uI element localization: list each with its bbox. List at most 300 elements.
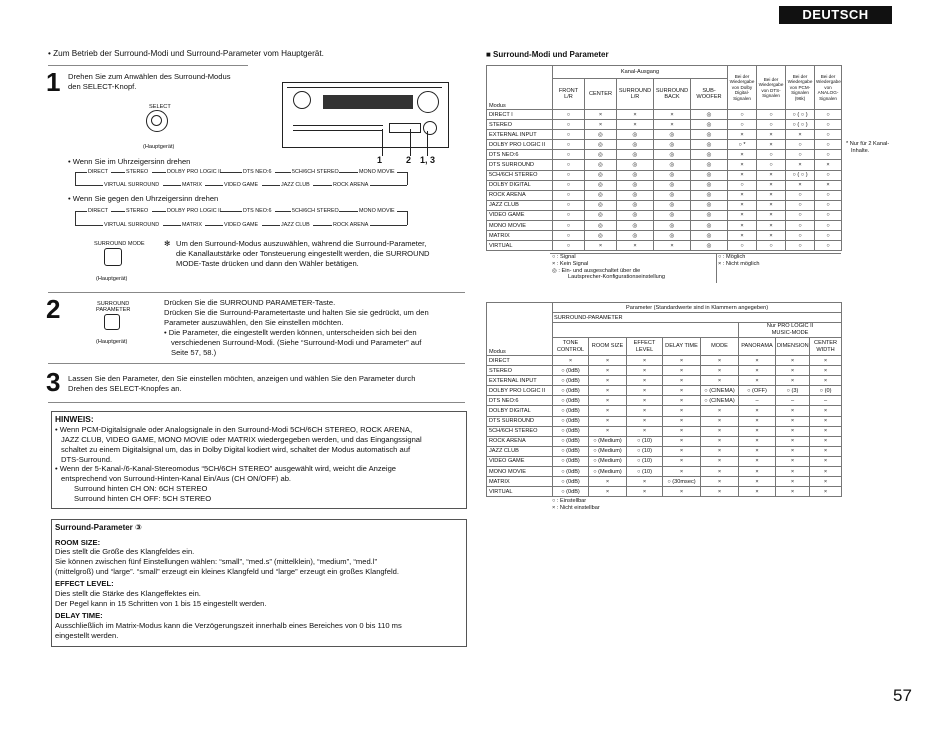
t2-value-cell: ○ (0dB) xyxy=(553,436,589,446)
cw-flow-top-lead xyxy=(75,172,87,173)
t2-value-cell: ○ (10) xyxy=(627,467,663,477)
t1-value-cell: ○ xyxy=(786,190,815,200)
room-size-line3: (mittelgroß) und “large”. “small” erzeugt ein kleines Klangfeld und “large” erzeugt ein großes Klangfeld. xyxy=(55,567,399,576)
t2-value-cell: ○ (0dB) xyxy=(553,416,589,426)
t2-value-cell: × xyxy=(739,426,776,436)
t1-value-cell: ○ xyxy=(815,110,842,120)
t1-value-cell: ◎ xyxy=(654,180,691,190)
t1-value-cell: ◎ xyxy=(691,241,728,251)
t1-value-cell: ○ xyxy=(786,150,815,160)
cw-flow-seg xyxy=(262,185,280,186)
page-number: 57 xyxy=(893,686,912,705)
t1-row xyxy=(487,150,842,160)
t2-value-cell: × xyxy=(810,456,842,466)
t1-value-cell: × xyxy=(815,160,842,170)
t1-value-cell: × xyxy=(786,180,815,190)
t2-legend-not-settable: × : Nicht einstellbar xyxy=(552,504,600,511)
t2-value-cell: × xyxy=(701,467,739,477)
ccw-flow-seg xyxy=(75,211,87,212)
t1-value-cell: ◎ xyxy=(654,150,691,160)
t1-value-cell: ◎ xyxy=(691,231,728,241)
t1-value-cell: ○ xyxy=(815,150,842,160)
t2-mode-cell: DTS NEO:6 xyxy=(487,396,553,406)
cw-flow-seg xyxy=(111,172,125,173)
t1-mode-cell: DTS NEO:6 xyxy=(487,150,553,160)
t2-value-cell: × xyxy=(589,406,627,416)
ccw-title: • Wenn Sie gegen den Uhrzeigersinn drehen xyxy=(68,194,219,203)
t2-value-cell: ○ (0dB) xyxy=(553,396,589,406)
t2-value-cell: × xyxy=(589,477,627,487)
t2-row xyxy=(487,386,842,396)
t2-value-cell: × xyxy=(701,426,739,436)
t2-mode-cell: ROCK ARENA xyxy=(487,436,553,446)
t2-mode-cell: DIRECT xyxy=(487,356,553,366)
t2-mode-cell: MONO MOVIE xyxy=(487,467,553,477)
ccw-flow-seg xyxy=(262,225,280,226)
hinweis-line1: • Wenn PCM-Digitalsignale oder Analogsignale in den Surround-Modi 5CH/6CH STEREO, ROCK ARENA, xyxy=(55,425,413,434)
t2-value-cell: × xyxy=(663,406,701,416)
step2-rule xyxy=(48,292,465,293)
t1-value-cell: ◎ xyxy=(585,160,617,170)
table1-section-title: ■ Surround-Modi und Parameter xyxy=(486,50,609,59)
t2-value-cell: × xyxy=(701,436,739,446)
t2-pl2-header xyxy=(739,323,842,338)
t1-value-cell: × xyxy=(617,241,654,251)
t1-value-cell: ◎ xyxy=(654,130,691,140)
t2-value-cell: × xyxy=(663,426,701,436)
t1-value-cell: ◎ xyxy=(691,140,728,150)
t1-value-cell: × xyxy=(786,130,815,140)
t1-value-cell: ○ xyxy=(553,231,585,241)
t1-value-cell: ○ xyxy=(553,221,585,231)
t1-row xyxy=(487,221,842,231)
t1-mode-cell: STEREO xyxy=(487,120,553,130)
ccw-flow-seg xyxy=(313,225,332,226)
callout-line-3 xyxy=(427,131,428,156)
t1-value-cell: ○ xyxy=(757,160,786,170)
t1-value-cell: × xyxy=(757,221,786,231)
cw-flow-pl2: DOLBY PRO LOGIC II xyxy=(167,169,222,175)
t1-value-cell: × xyxy=(757,140,786,150)
ccw-flow-seg xyxy=(205,225,223,226)
cw-flow-jazz: JAZZ CLUB xyxy=(281,182,310,188)
t1-value-cell: × xyxy=(815,180,842,190)
select-knob-icon[interactable] xyxy=(146,110,168,132)
t1-row xyxy=(487,160,842,170)
t2-value-cell: ○ (Medium) xyxy=(589,436,627,446)
t2-value-cell: ○ (0dB) xyxy=(553,406,589,416)
t2-value-cell: × xyxy=(810,356,842,366)
ccw-flow-seg xyxy=(220,211,242,212)
front-display xyxy=(323,95,413,109)
t1-value-cell: × xyxy=(617,110,654,120)
t2-value-cell: × xyxy=(589,376,627,386)
t2-col-mode: MODE xyxy=(701,338,739,356)
t1-value-cell: ◎ xyxy=(691,190,728,200)
t2-mode-cell: STEREO xyxy=(487,366,553,376)
t1-mode-cell: DIRECT ǀ xyxy=(487,110,553,120)
hinweis-line7: Surround hinten CH ON: 6CH STEREO xyxy=(74,484,208,493)
t2-value-cell: ○ (10) xyxy=(627,446,663,456)
t1-row xyxy=(487,130,842,140)
t2-value-cell: × xyxy=(663,446,701,456)
t1-value-cell: ◎ xyxy=(617,170,654,180)
t2-value-cell: × xyxy=(627,426,663,436)
t1-value-cell: × xyxy=(728,210,757,220)
cw-flow-seg xyxy=(163,185,181,186)
t2-value-cell: × xyxy=(776,426,810,436)
input-knob-icon xyxy=(293,91,311,109)
t1-value-cell: ○ xyxy=(786,221,815,231)
t1-value-cell: × xyxy=(617,120,654,130)
hinweis-line5: • Wenn der 5-Kanal-/6-Kanal-Stereomodus “5CH/6CH STEREO” ausgewählt wird, weicht die Anzeige xyxy=(55,464,397,473)
t1-value-cell: × xyxy=(728,160,757,170)
t2-value-cell: × xyxy=(810,376,842,386)
ccw-flow-rock: ROCK ARENA xyxy=(333,222,369,228)
t2-col-tone: TONE CONTROL xyxy=(553,338,589,356)
t2-value-cell: ○ (0dB) xyxy=(553,446,589,456)
t1-mode-cell: VIRTUAL xyxy=(487,241,553,251)
cw-flow-seg xyxy=(205,185,223,186)
t1-value-cell: ○ xyxy=(786,231,815,241)
select-knob-inner-icon xyxy=(151,115,162,126)
t1-value-cell: ○ xyxy=(786,210,815,220)
room-size-line1: Dies stellt die Größe des Klangfeldes ein. xyxy=(55,547,195,556)
t2-value-cell: × xyxy=(627,416,663,426)
ccw-flow-seg xyxy=(163,225,181,226)
t1-row xyxy=(487,180,842,190)
t1-value-cell: ○ xyxy=(815,210,842,220)
t2-value-cell: × xyxy=(739,366,776,376)
t1-col-center: CENTER xyxy=(585,79,617,110)
t1-mode-cell: DTS SURROUND xyxy=(487,160,553,170)
t2-value-cell: × xyxy=(663,456,701,466)
t1-value-cell: ○ xyxy=(728,120,757,130)
t1-value-cell: ○ xyxy=(815,200,842,210)
hinweis-title: HINWEIS: xyxy=(55,414,94,424)
callout-3: 1, 3 xyxy=(420,155,436,165)
t2-value-cell: × xyxy=(701,406,739,416)
t1-value-cell: × xyxy=(728,150,757,160)
t1-value-cell: ◎ xyxy=(691,160,728,170)
cw-flow-5ch: 5CH/6CH STEREO xyxy=(292,169,339,175)
t1-value-cell: ◎ xyxy=(691,120,728,130)
t2-value-cell: × xyxy=(701,456,739,466)
callout-2: 2 xyxy=(406,155,412,165)
t1-value-cell: ◎ xyxy=(617,190,654,200)
t2-value-cell: × xyxy=(776,366,810,376)
t1-value-cell: ○ xyxy=(786,241,815,251)
t1-value-cell: × xyxy=(757,170,786,180)
surround-mode-label: SURROUND MODE xyxy=(94,241,145,247)
t2-value-cell: × xyxy=(776,446,810,456)
t1-value-cell: ◎ xyxy=(654,200,691,210)
t1-value-cell: ◎ xyxy=(654,160,691,170)
step2-line6: Seite 57, 58.) xyxy=(171,348,217,357)
t2-value-cell: × xyxy=(776,376,810,386)
t2-value-cell: × xyxy=(589,386,627,396)
t2-value-cell: × xyxy=(589,487,627,497)
t1-value-cell: ◎ xyxy=(691,180,728,190)
t2-value-cell: × xyxy=(663,487,701,497)
t1-group-header: Kanal-Ausgang xyxy=(553,66,728,79)
surround-parameter-button-icon[interactable] xyxy=(104,314,120,330)
t1-legend-top-rule xyxy=(550,253,841,254)
t1-value-cell: ◎ xyxy=(691,210,728,220)
step3-line1: Lassen Sie den Parameter, den Sie einstellen möchten, anzeigen und wählen Sie den Parameter durch xyxy=(68,374,416,383)
hinweis-line4: DTS-Surround. xyxy=(61,455,113,464)
t2-value-cell: × xyxy=(810,366,842,376)
note-line2: die Kanallautstärke oder Tonsteuerung eingestellt werden, die SURROUND xyxy=(176,249,430,258)
t1-value-cell: ○ xyxy=(815,190,842,200)
step2-device-caption: (Hauptgerät) xyxy=(96,339,128,345)
note-line1: Um den Surround-Modus auszuwählen, während die Surround-Parameter, xyxy=(176,239,427,248)
t1-value-cell: ○ * xyxy=(728,140,757,150)
t2-value-cell: × xyxy=(589,416,627,426)
t1-col-front: FRONT L/R xyxy=(553,79,585,110)
surround-mode-button-icon[interactable] xyxy=(104,248,122,266)
step2-line4: • Die Parameter, die eingestellt werden können, unterscheiden sich bei den xyxy=(164,328,417,337)
t2-mode-cell: DTS SURROUND xyxy=(487,416,553,426)
t1-value-cell: × xyxy=(757,210,786,220)
t2-value-cell: × xyxy=(663,396,701,406)
t1-row xyxy=(487,120,842,130)
ccw-flow-right xyxy=(407,211,408,225)
t2-row xyxy=(487,406,842,416)
t1-value-cell: ◎ xyxy=(585,210,617,220)
t1-mode-cell: EXTERNAL INPUT xyxy=(487,130,553,140)
t1-value-cell: ○ xyxy=(728,180,757,190)
t2-value-cell: × xyxy=(739,467,776,477)
t2-col-delay: DELAY TIME xyxy=(663,338,701,356)
t2-blank-header xyxy=(553,323,739,338)
step2-button-label2: PARAMETER xyxy=(96,307,131,313)
t2-value-cell: – xyxy=(739,396,776,406)
button-row xyxy=(293,125,383,131)
t1-value-cell: ◎ xyxy=(691,150,728,160)
step2-number: 2 xyxy=(46,294,61,324)
t2-value-cell: × xyxy=(627,406,663,416)
t1-value-cell: ○ ( ○ ) xyxy=(786,110,815,120)
ccw-flow-seg xyxy=(111,211,125,212)
ccw-flow-seg xyxy=(152,211,166,212)
t2-col-room: ROOM SIZE xyxy=(589,338,627,356)
t1-value-cell: ○ xyxy=(553,210,585,220)
select-label: SELECT xyxy=(149,104,171,110)
t1-value-cell: ◎ xyxy=(654,190,691,200)
cw-flow-seg xyxy=(152,172,166,173)
t2-pl2-only: Nur PRO LOGIC II xyxy=(766,323,814,329)
t1-value-cell: ◎ xyxy=(691,170,728,180)
room-size-title: ROOM SIZE: xyxy=(55,538,101,547)
t1-mode-cell: VIDEO GAME xyxy=(487,210,553,220)
t1-col-subwoofer: SUB-WOOFER xyxy=(691,79,728,110)
t2-value-cell: ○ (30msec) xyxy=(663,477,701,487)
t2-value-cell: × xyxy=(739,416,776,426)
t2-value-cell: × xyxy=(739,456,776,466)
t2-value-cell: × xyxy=(810,406,842,416)
t2-value-cell: ○ (0dB) xyxy=(553,477,589,487)
t2-mode-cell: DOLBY DIGITAL xyxy=(487,406,553,416)
t2-row xyxy=(487,456,842,466)
ccw-flow-stereo: STEREO xyxy=(126,208,149,214)
ccw-flow-jazz: JAZZ CLUB xyxy=(281,222,310,228)
cw-flow-seg xyxy=(75,185,103,186)
t2-value-cell: × xyxy=(739,376,776,386)
cw-flow-direct: DIRECT xyxy=(88,169,109,175)
t2-value-cell: ○ (0dB) xyxy=(553,366,589,376)
ccw-flow-videogame: VIDEO GAME xyxy=(224,222,259,228)
t1-value-cell: ◎ xyxy=(585,150,617,160)
t2-value-cell: × xyxy=(701,416,739,426)
t2-value-cell: ○ (10) xyxy=(627,456,663,466)
t1-value-cell: ○ xyxy=(757,120,786,130)
t1-value-cell: ◎ xyxy=(654,170,691,180)
t1-legend-possible: ○ : Möglich xyxy=(718,254,746,260)
cw-flow-left xyxy=(75,172,76,185)
t2-col-panorama: PANORAMA xyxy=(739,338,776,356)
ccw-flow-virtual: VIRTUAL SURROUND xyxy=(104,222,160,228)
t2-row xyxy=(487,426,842,436)
ccw-flow-pl2: DOLBY PRO LOGIC II xyxy=(167,208,222,214)
t2-mode-cell: EXTERNAL INPUT xyxy=(487,376,553,386)
step1-text-line1: Drehen Sie zum Anwählen des Surround-Modus xyxy=(68,72,231,81)
t2-mode-cell: 5CH/6CH STEREO xyxy=(487,426,553,436)
t2-value-cell: – xyxy=(810,396,842,406)
step1-device-caption: (Hauptgerät) xyxy=(143,144,175,150)
t1-legend-divider xyxy=(716,253,717,283)
t1-value-cell: ◎ xyxy=(691,110,728,120)
ccw-flow-5ch: 5CH/6CH STEREO xyxy=(292,208,339,214)
params-title: Surround-Parameter ③ xyxy=(55,523,142,532)
t1-value-cell: ◎ xyxy=(617,221,654,231)
t1-value-cell: ◎ xyxy=(654,140,691,150)
step3-number: 3 xyxy=(46,367,61,397)
t2-value-cell: × xyxy=(701,356,739,366)
t1-mode-cell: MONO MOVIE xyxy=(487,221,553,231)
t1-mode-cell: MATRIX xyxy=(487,231,553,241)
t2-row xyxy=(487,376,842,386)
t1-sig-dolby: Bei der Wiedergabe von Dolby Digital-Signalen xyxy=(728,66,757,110)
t1-side-note-line2: Inhalte. xyxy=(851,148,870,154)
t1-col-surround-back: SURROUND BACK xyxy=(654,79,691,110)
t2-value-cell: ○ (Medium) xyxy=(589,456,627,466)
ccw-flow-direct: DIRECT xyxy=(88,208,109,214)
t1-row xyxy=(487,170,842,180)
t1-value-cell: ◎ xyxy=(617,231,654,241)
t2-value-cell: × xyxy=(810,477,842,487)
t2-value-cell: × xyxy=(627,376,663,386)
t1-value-cell: × xyxy=(728,221,757,231)
t1-value-cell: ○ xyxy=(553,130,585,140)
hinweis-rule xyxy=(48,402,465,403)
step2-line3: Parameter auszuwählen, den Sie einstellen möchten. xyxy=(164,318,344,327)
t1-value-cell: ◎ xyxy=(585,180,617,190)
t2-value-cell: × xyxy=(701,477,739,487)
t2-mode-cell: DOLBY PRO LOGIC II xyxy=(487,386,553,396)
t2-mode-cell: VIRTUAL xyxy=(487,487,553,497)
note-mark: ✻ xyxy=(164,239,171,248)
t1-value-cell: ◎ xyxy=(654,221,691,231)
callout-1: 1 xyxy=(377,155,383,165)
t1-col-surround: SURROUND L/R xyxy=(617,79,654,110)
t1-sig-pcm: Bei der Wiedergabe von PCM-Signalen (96k) xyxy=(786,66,815,110)
t2-row xyxy=(487,416,842,426)
cw-title: • Wenn Sie im Uhrzeigersinn drehen xyxy=(68,157,191,166)
t1-row xyxy=(487,140,842,150)
t1-mode-cell: 5CH/6CH STEREO xyxy=(487,170,553,180)
delay-time-line1: Ausschließlich im Matrix-Modus kann die Verzögerungszeit innerhalb eines Bereiches von 0 bis 110 ms xyxy=(55,621,402,630)
t2-row xyxy=(487,467,842,477)
t1-value-cell: ○ xyxy=(815,140,842,150)
t1-legend-not-possible: × : Nicht möglich xyxy=(718,260,760,267)
t1-value-cell: ○ xyxy=(553,200,585,210)
cw-flow-mono: MONO MOVIE xyxy=(359,169,395,175)
t1-value-cell: ◎ xyxy=(585,130,617,140)
t2-value-cell: ○ (Medium) xyxy=(589,467,627,477)
t1-mode-cell: ROCK ARENA xyxy=(487,190,553,200)
t1-value-cell: × xyxy=(757,130,786,140)
t2-value-cell: × xyxy=(589,366,627,376)
t1-value-cell: ○ xyxy=(815,241,842,251)
t1-value-cell: × xyxy=(585,241,617,251)
t2-value-cell: × xyxy=(776,477,810,487)
t2-value-cell: ○ (3) xyxy=(776,386,810,396)
surround-buttons xyxy=(389,123,421,133)
cw-flow-right xyxy=(407,172,408,185)
cw-flow-seg xyxy=(397,172,407,173)
t1-value-cell: ○ xyxy=(757,150,786,160)
intro-text: • Zum Betrieb der Surround-Modi und Surround-Parameter vom Hauptgerät. xyxy=(48,49,324,58)
t2-value-cell: × xyxy=(663,376,701,386)
t1-value-cell: ○ xyxy=(553,170,585,180)
t1-value-cell: ◎ xyxy=(654,231,691,241)
volume-knob-icon xyxy=(417,91,439,113)
ccw-flow-neo6: DTS NEO:6 xyxy=(243,208,272,214)
t2-value-cell: ○ (CINEMA) xyxy=(701,386,739,396)
t2-value-cell: × xyxy=(589,396,627,406)
step1-text-line2: den SELECT-Knopf. xyxy=(68,82,137,91)
delay-time-title: DELAY TIME: xyxy=(55,611,103,620)
t1-value-cell: ◎ xyxy=(617,140,654,150)
t1-value-cell: ○ xyxy=(553,120,585,130)
t2-value-cell: × xyxy=(776,356,810,366)
t2-value-cell: ○ (0dB) xyxy=(553,376,589,386)
t2-value-cell: × xyxy=(627,356,663,366)
t2-value-cell: × xyxy=(589,356,627,366)
t1-value-cell: ○ xyxy=(786,200,815,210)
t1-value-cell: × xyxy=(654,120,691,130)
t1-value-cell: ○ xyxy=(815,170,842,180)
t1-value-cell: ○ ( ○ ) xyxy=(786,170,815,180)
t1-row xyxy=(487,210,842,220)
t1-legend-config: ◎ : Ein- und ausgeschaltet über die xyxy=(552,267,641,274)
t2-value-cell: ○ (CINEMA) xyxy=(701,396,739,406)
panel-trim xyxy=(287,87,442,88)
t2-value-cell: × xyxy=(810,416,842,426)
t1-value-cell: ◎ xyxy=(617,200,654,210)
t2-row xyxy=(487,356,842,366)
language-tab: DEUTSCH xyxy=(779,6,892,24)
t2-value-cell: ○ (0dB) xyxy=(553,487,589,497)
t1-value-cell: ◎ xyxy=(691,221,728,231)
t2-value-cell: ○ (OFF) xyxy=(739,386,776,396)
t1-value-cell: × xyxy=(585,120,617,130)
t1-value-cell: ◎ xyxy=(654,210,691,220)
t1-mode-cell: DOLBY DIGITAL xyxy=(487,180,553,190)
cw-flow-videogame: VIDEO GAME xyxy=(224,182,259,188)
step2-line1: Drücken Sie die SURROUND PARAMETER-Taste. xyxy=(164,298,336,307)
